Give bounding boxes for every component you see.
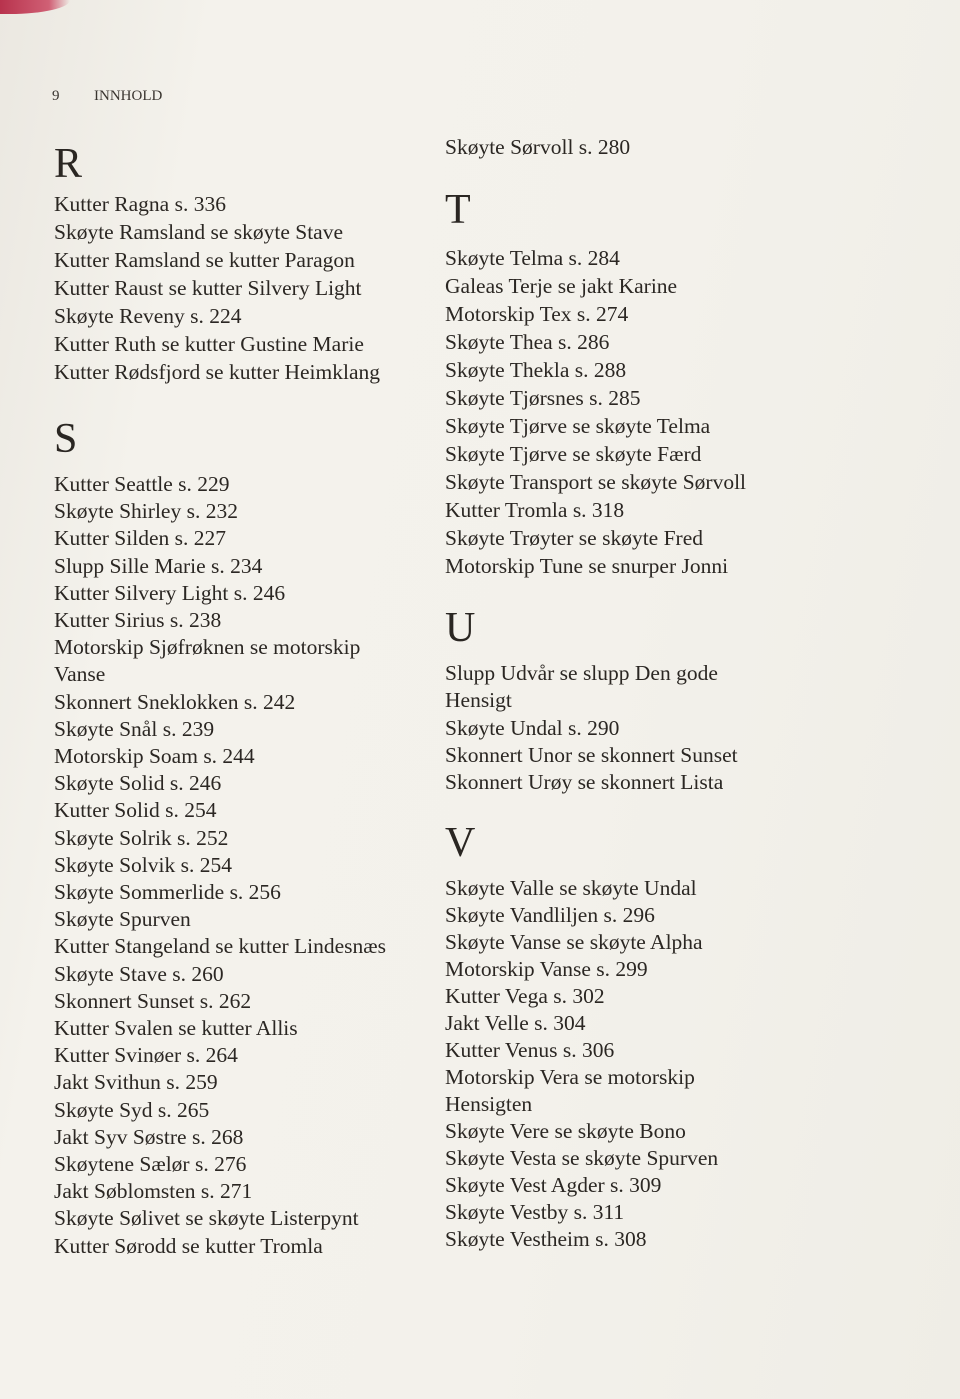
index-entry: Kutter Svinøer s. 264	[54, 1043, 238, 1068]
index-entry: Skonnert Sunset s. 262	[54, 988, 252, 1013]
index-entry: Skøyte Sommerlide s. 256	[54, 880, 281, 904]
index-entry: Kutter Sørodd se kutter Tromla	[54, 1233, 323, 1258]
index-entry: Kutter Ragna s. 336	[54, 192, 226, 216]
index-entry: Vanse	[54, 662, 106, 687]
section-letter-v: V	[445, 820, 476, 866]
index-entry: Kutter Stangeland se kutter Lindesnæs	[54, 934, 386, 959]
index-entry: Jakt Søblomsten s. 271	[54, 1179, 253, 1204]
index-entry: Kutter Ramsland se kutter Paragon	[54, 248, 355, 272]
index-entry: Motorskip Soam s. 244	[54, 744, 255, 768]
index-entry: Jakt Svithun s. 259	[54, 1070, 218, 1095]
index-entry: Hensigt	[445, 688, 512, 713]
index-entry: Skøyte Transport se skøyte Sørvoll	[445, 470, 747, 494]
index-entry: Skøyte Valle se skøyte Undal	[445, 876, 697, 900]
index-entry: Skøyte Solrik s. 252	[54, 825, 229, 850]
section-letter-t: T	[445, 187, 471, 233]
index-entry: Kutter Tromla s. 318	[445, 498, 625, 522]
index-entry: Skøyte Telma s. 284	[445, 246, 620, 270]
index-entry: Skøyte Solid s. 246	[54, 771, 222, 796]
header-title: INNHOLD	[94, 88, 163, 104]
index-entry: Kutter Seattle s. 229	[54, 472, 230, 496]
index-entry: Skøyte Vesta se skøyte Spurven	[445, 1146, 719, 1170]
index-entry: Jakt Velle s. 304	[445, 1011, 586, 1035]
index-entry: Skonnert Urøy se skonnert Lista	[445, 770, 724, 795]
index-entry: Skøyte Shirley s. 232	[54, 499, 238, 524]
index-entry: Skøyte Vandliljen s. 296	[445, 903, 655, 927]
index-entry: Kutter Svalen se kutter Allis	[54, 1016, 298, 1040]
index-entry: Motorskip Sjøfrøknen se motorskip	[54, 635, 361, 660]
index-entry: Skøyte Vestby s. 311	[445, 1200, 625, 1224]
index-entry: Skøyte Thea s. 286	[445, 330, 610, 354]
index-entry: Slupp Udvår se slupp Den gode	[445, 661, 718, 685]
index-entry: Skøyte Solvik s. 254	[54, 852, 232, 877]
index-entry: Jakt Syv Søstre s. 268	[54, 1124, 244, 1149]
index-entry: Kutter Rødsfjord se kutter Heimklang	[54, 360, 381, 384]
index-entry: Kutter Vega s. 302	[445, 984, 605, 1008]
section-letter-u: U	[445, 605, 476, 651]
index-entry: Slupp Sille Marie s. 234	[54, 553, 263, 578]
index-entry: Kutter Raust se kutter Silvery Light	[54, 276, 362, 300]
index-entry: Skøyte Vestheim s. 308	[445, 1227, 647, 1251]
index-entry: Skøyte Vanse se skøyte Alpha	[445, 930, 703, 954]
index-entry: Skøyte Snål s. 239	[54, 716, 215, 741]
index-entry: Kutter Sirius s. 238	[54, 608, 222, 632]
index-entry: Hensigten	[445, 1092, 533, 1116]
index-entry: Skøyte Vest Agder s. 309	[445, 1173, 662, 1197]
index-entry: Galeas Terje se jakt Karine	[445, 274, 678, 298]
index-entry: Skøyte Syd s. 265	[54, 1097, 210, 1122]
section-letter-r: R	[54, 141, 83, 187]
index-entry: Skøyte Tjørsnes s. 285	[445, 386, 641, 410]
index-entry: Skøyte Stave s. 260	[54, 961, 224, 986]
index-entry: Kutter Ruth se kutter Gustine Marie	[54, 332, 364, 356]
index-entry: Motorskip Tex s. 274	[445, 302, 629, 326]
index-entry: Kutter Solid s. 254	[54, 798, 217, 823]
index-entry: Skøyte Thekla s. 288	[445, 358, 627, 382]
index-entry: Kutter Venus s. 306	[445, 1038, 615, 1062]
index-entry: Skøyte Vere se skøyte Bono	[445, 1119, 686, 1143]
index-entry: Skøyte Ramsland se skøyte Stave	[54, 220, 344, 244]
index-entry: Skøyte Sørvoll s. 280	[445, 135, 631, 159]
index-entry: Skøyte Trøyter se skøyte Fred	[445, 526, 703, 550]
index-entry: Skøyte Undal s. 290	[445, 715, 620, 740]
index-entry: Motorskip Tune se snurper Jonni	[445, 554, 729, 578]
index-entry: Skøytene Sælør s. 276	[54, 1152, 247, 1176]
section-letter-s: S	[54, 416, 78, 462]
index-entry: Skonnert Unor se skonnert Sunset	[445, 742, 738, 767]
index-entry: Skøyte Spurven	[54, 907, 191, 932]
index-entry: Kutter Silvery Light s. 246	[54, 580, 286, 605]
running-header	[52, 88, 162, 105]
index-entry: Motorskip Vanse s. 299	[445, 957, 648, 981]
index-entry: Kutter Silden s. 227	[54, 526, 226, 551]
index-entry: Skøyte Tjørve se skøyte Telma	[445, 414, 711, 438]
cover-edge	[0, 0, 70, 14]
index-entry: Skonnert Sneklokken s. 242	[54, 689, 296, 714]
page-number: 9	[52, 88, 60, 104]
index-entry: Skøyte Tjørve se skøyte Færd	[445, 442, 702, 466]
index-entry: Skøyte Reveny s. 224	[54, 304, 242, 328]
index-entry: Motorskip Vera se motorskip	[445, 1065, 695, 1089]
index-entry: Skøyte Sølivet se skøyte Listerpynt	[54, 1206, 359, 1231]
